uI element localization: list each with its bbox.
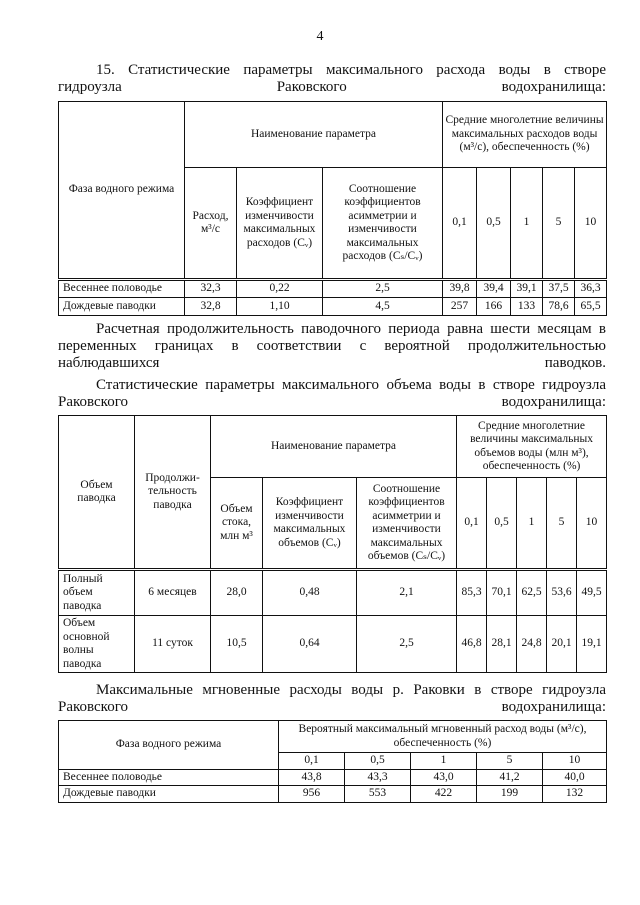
header-volume: Объем паводка <box>59 416 135 570</box>
header-parameter-name: Наименование параметра <box>185 102 443 168</box>
cell-value: 43,8 <box>279 769 345 786</box>
header-cs-cv: Соотношение коэффициентов асимметрии и изменчивости максимальных объемов (Cₛ/Cᵥ) <box>357 478 457 570</box>
cell-value: 49,5 <box>577 570 607 616</box>
cell-value: 39,1 <box>511 280 543 298</box>
cell-value: 133 <box>511 298 543 316</box>
cell-duration: 11 суток <box>135 616 211 673</box>
cell-value: 85,3 <box>457 570 487 616</box>
header-prob: 1 <box>511 168 543 280</box>
cell-value: 422 <box>411 786 477 803</box>
cell-value: 40,0 <box>543 769 607 786</box>
header-prob: 1 <box>411 753 477 770</box>
table-row <box>59 298 607 316</box>
header-cs-cv: Соотношение коэффициентов асимметрии и изменчивости максимальных расходов (Cₛ/Cᵥ) <box>323 168 443 280</box>
cell-cs-cv: 2,5 <box>357 616 457 673</box>
header-prob: 5 <box>477 753 543 770</box>
header-prob: 5 <box>547 478 577 570</box>
cell-cs-cv: 2,1 <box>357 570 457 616</box>
cell-value: 19,1 <box>577 616 607 673</box>
paragraph-flood-duration: Расчетная продолжительность паводочного периода равна шести месяцам в переменных границах в соответствии с вероятной продолжительностью наблюдавшихся паводков. <box>58 321 606 371</box>
header-prob: 1 <box>517 478 547 570</box>
cell-value: 28,1 <box>487 616 517 673</box>
header-prob: 5 <box>543 168 575 280</box>
instant-flow-table <box>58 720 607 803</box>
header-average-values: Средние многолетние величины максимальных объемов воды (млн м³), обеспеченность (%) <box>457 416 607 478</box>
row-phase: Весеннее половодье <box>59 769 279 786</box>
cell-value: 78,6 <box>543 298 575 316</box>
row-volume: Объем основной волны паводка <box>59 616 135 673</box>
cell-value: 166 <box>477 298 511 316</box>
cell-value: 20,1 <box>547 616 577 673</box>
cell-value: 956 <box>279 786 345 803</box>
header-prob: 10 <box>577 478 607 570</box>
cell-value: 257 <box>443 298 477 316</box>
header-cv: Коэффициент изменчивости максимальных расходов (Cᵥ) <box>237 168 323 280</box>
cell-value: 37,5 <box>543 280 575 298</box>
cell-cv: 0,22 <box>237 280 323 298</box>
cell-runoff: 28,0 <box>211 570 263 616</box>
cell-value: 24,8 <box>517 616 547 673</box>
cell-value: 199 <box>477 786 543 803</box>
cell-flow: 32,3 <box>185 280 237 298</box>
header-phase: Фаза водного режима <box>59 721 279 770</box>
cell-value: 553 <box>345 786 411 803</box>
cell-value: 39,4 <box>477 280 511 298</box>
row-phase: Дождевые паводки <box>59 298 185 316</box>
cell-duration: 6 месяцев <box>135 570 211 616</box>
header-prob: 0,5 <box>477 168 511 280</box>
cell-value: 62,5 <box>517 570 547 616</box>
cell-value: 46,8 <box>457 616 487 673</box>
header-duration: Продолжи-тельность паводка <box>135 416 211 570</box>
table-row <box>59 786 607 803</box>
header-instant-flow: Вероятный максимальный мгновенный расход воды (м³/с), обеспеченность (%) <box>279 721 607 753</box>
cell-value: 132 <box>543 786 607 803</box>
cell-cv: 1,10 <box>237 298 323 316</box>
cell-cs-cv: 4,5 <box>323 298 443 316</box>
page-number: 4 <box>316 29 324 44</box>
cell-value: 53,6 <box>547 570 577 616</box>
row-phase: Весеннее половодье <box>59 280 185 298</box>
cell-cs-cv: 2,5 <box>323 280 443 298</box>
header-phase: Фаза водного режима <box>59 102 185 280</box>
max-flow-table <box>58 101 607 316</box>
cell-value: 65,5 <box>575 298 607 316</box>
table-row <box>59 769 607 786</box>
header-prob: 0,1 <box>457 478 487 570</box>
cell-value: 39,8 <box>443 280 477 298</box>
header-runoff-volume: Объем стока, млн м³ <box>211 478 263 570</box>
section-title-max-volume: Статистические параметры максимального объема воды в створе гидроузла Раковского водохранилища: <box>58 377 606 410</box>
cell-cv: 0,48 <box>263 570 357 616</box>
header-flow: Расход, м³/с <box>185 168 237 280</box>
table-row <box>59 280 607 298</box>
row-phase: Дождевые паводки <box>59 786 279 803</box>
cell-runoff: 10,5 <box>211 616 263 673</box>
row-volume: Полный объем паводка <box>59 570 135 616</box>
cell-flow: 32,8 <box>185 298 237 316</box>
header-prob: 0,5 <box>345 753 411 770</box>
header-prob: 0,5 <box>487 478 517 570</box>
max-volume-table <box>58 415 607 673</box>
cell-value: 70,1 <box>487 570 517 616</box>
section-title-instant-flow: Максимальные мгновенные расходы воды р. Раковки в створе гидроузла Раковского водохранилища: <box>58 682 606 715</box>
header-average-values: Средние многолетние величины максимальных расходов воды (м³/с), обеспеченность (%) <box>443 102 607 168</box>
cell-value: 41,2 <box>477 769 543 786</box>
section-title-max-flow: 15. Статистические параметры максимального расхода воды в створе гидроузла Раковского водохранилища: <box>58 62 606 95</box>
header-prob: 10 <box>575 168 607 280</box>
table-row <box>59 616 607 673</box>
header-cv: Коэффициент изменчивости максимальных объемов (Cᵥ) <box>263 478 357 570</box>
table-row <box>59 570 607 616</box>
cell-cv: 0,64 <box>263 616 357 673</box>
header-prob: 0,1 <box>443 168 477 280</box>
cell-value: 43,0 <box>411 769 477 786</box>
header-prob: 10 <box>543 753 607 770</box>
header-parameter-name: Наименование параметра <box>211 416 457 478</box>
cell-value: 36,3 <box>575 280 607 298</box>
header-prob: 0,1 <box>279 753 345 770</box>
cell-value: 43,3 <box>345 769 411 786</box>
